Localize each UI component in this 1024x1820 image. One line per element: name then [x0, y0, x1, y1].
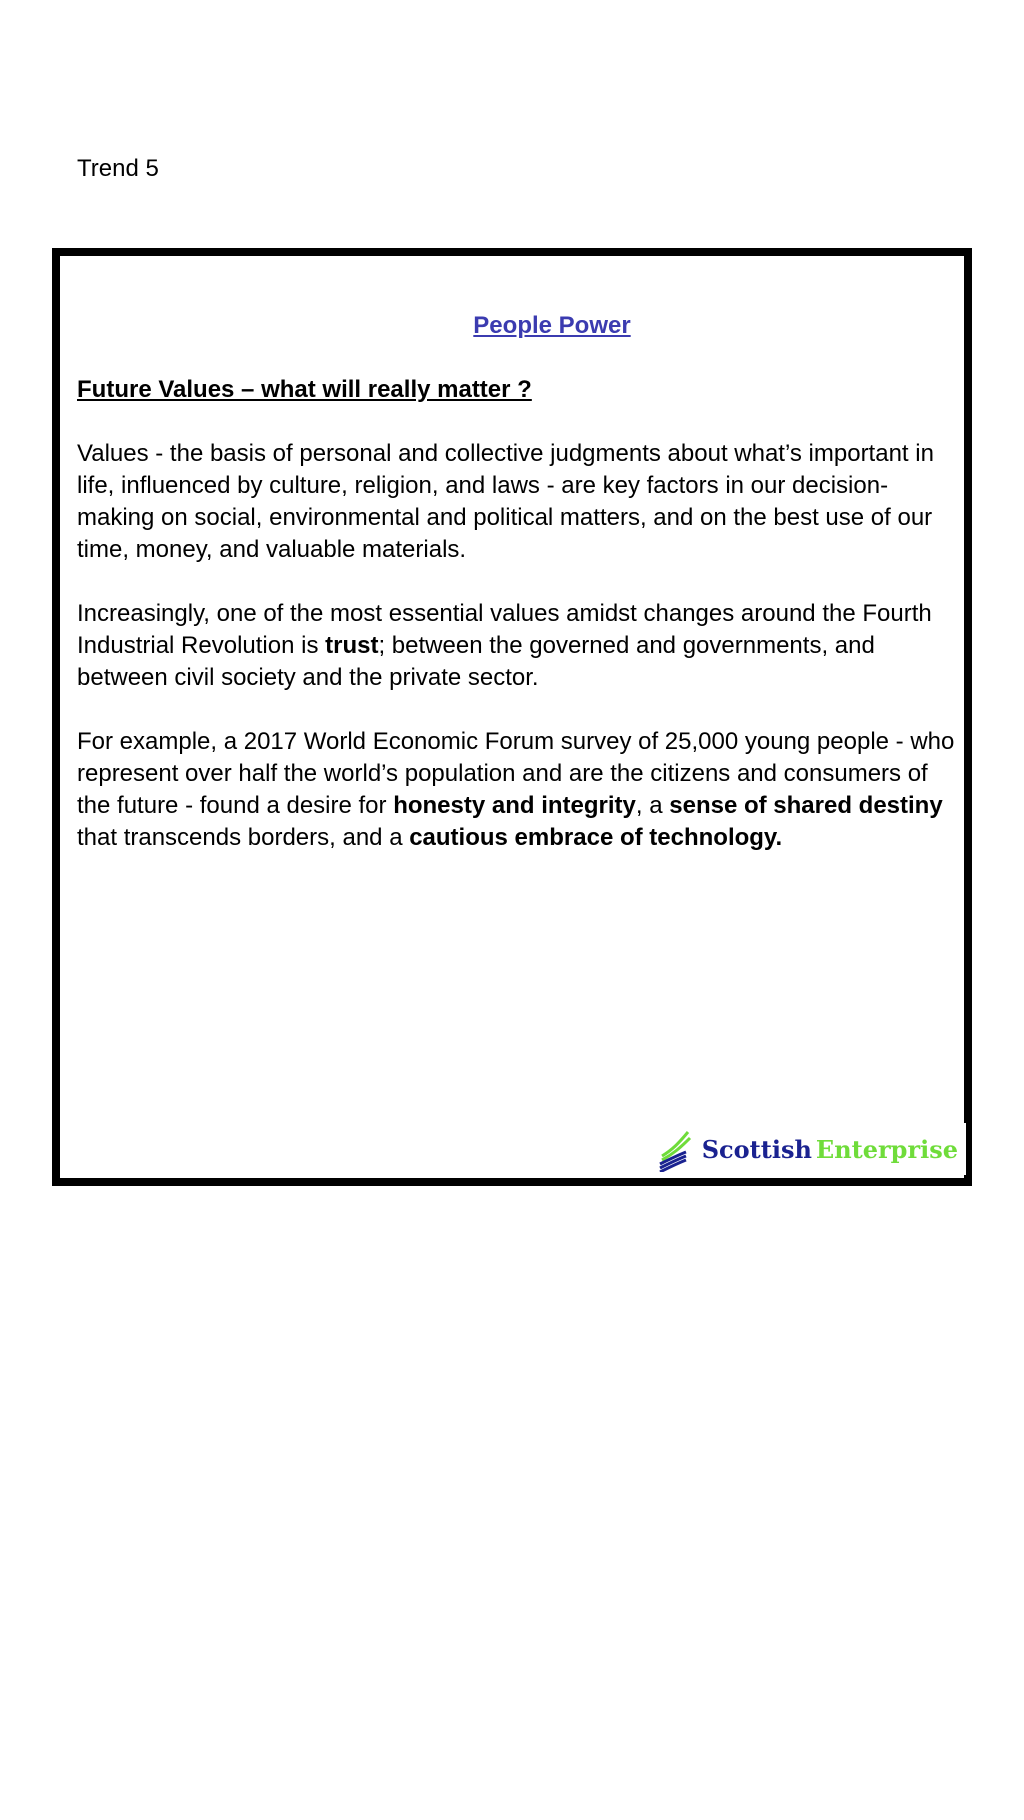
paragraph-survey-text-3: that transcends borders, and a	[77, 824, 410, 851]
paragraph-trust	[77, 598, 957, 694]
card-content	[77, 310, 957, 886]
paragraph-survey-bold-3: cautious embrace of technology.	[409, 824, 783, 851]
logo-word-enterprise: Enterprise	[815, 1134, 958, 1164]
scottish-enterprise-logo	[658, 1123, 966, 1175]
paragraph-survey-bold-2: sense of shared destiny	[669, 792, 943, 819]
paragraph-values: Values - the basis of personal and collective judgments about what’s important in life, influenced by culture, religion, and laws - are key factors in our decision-making on social, environmental and political matters, and on the best use of our time, money, and valuable materials.	[77, 440, 934, 563]
paragraph-survey	[77, 726, 957, 854]
paragraph-trust-text-1: Increasingly, one of the most essential values amidst changes around the Fourth Industrial Revolution is	[77, 600, 932, 659]
logo-word-scottish: Scottish	[701, 1134, 812, 1164]
card-title[interactable]: People Power	[473, 312, 631, 339]
trend-label: Trend 5	[77, 155, 159, 182]
paragraph-trust-bold: trust	[325, 632, 379, 659]
paragraph-survey-text-2: , a	[635, 792, 670, 819]
card-subtitle: Future Values – what will really matter ?	[77, 376, 532, 403]
paragraph-survey-text-1: For example, a 2017 World Economic Forum survey of 25,000 young people - who represent over half the world’s population and are the citizens and consumers of the future - found a desire for	[77, 728, 955, 819]
scottish-enterprise-wave-icon	[658, 1126, 696, 1172]
paragraph-survey-bold-1: honesty and integrity	[393, 792, 636, 819]
paragraph-trust-text-2: ; between the governed and governments, and between civil society and the private sector.	[77, 632, 875, 691]
